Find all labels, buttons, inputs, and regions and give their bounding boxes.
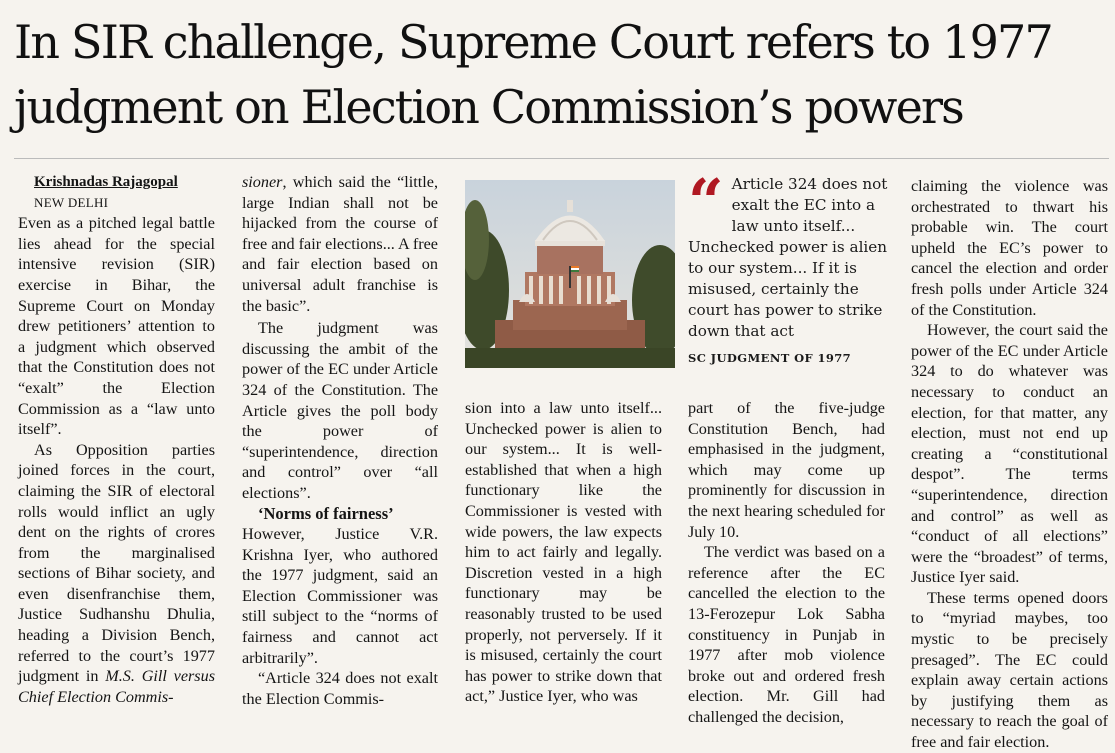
paragraph: “Article 324 does not exalt the Election Commis- — [242, 669, 438, 708]
paragraph-text: As Opposition parties joined forces in the court, claiming the SIR of electoral rolls would inflict an ugly dent on the rights of crores from the marginalised sections of Bihar society, and even disenfranchise them, Justice Sudhanshu Dhulia, heading a Division Bench, referred to the court’s 1977 judgment in — [18, 440, 215, 686]
headline-divider — [14, 158, 1109, 159]
pull-quote — [688, 165, 888, 369]
byline: Krishnadas Rajagopal — [34, 174, 178, 190]
pull-quote-text: Article 324 does not exalt the EC into a law unto itself... Unchecked power is alien to our system... If it is misused, certainly the court has power to strike down that act — [688, 175, 888, 340]
paragraph: claiming the violence was orchestrated to thwart his probable win. The court upheld the EC’s power to cancel the election and order fresh polls under Article 324 of the Constitution. — [911, 177, 1108, 319]
paragraph: However, Justice V.R. Krishna Iyer, who authored the 1977 judgment, said an Election Commissioner was still subject to the “norms of fairness and cannot act arbitrarily”. — [242, 525, 438, 667]
paragraph: Even as a pitched legal battle lies ahead for the special intensive revision (SIR) exercise in Bihar, the Supreme Court on Monday drew petitioners’ attention to a judgment which observed that the Constitution does not “exalt” the Election Commission as a “law unto itself”. — [18, 214, 215, 439]
paragraph-text: , which said the “little, large Indian shall not be hijacked from the course of free and fair elections... A free and fair election based on universal adult franchise is the basic”. — [242, 173, 438, 315]
headline: In SIR challenge, Supreme Court refers to 1977 judgment on Election Commission’s powers — [14, 15, 1052, 134]
supreme-court-building-icon — [465, 180, 675, 368]
subhead: ‘Norms of fairness’ — [258, 503, 394, 523]
article-column-4 — [688, 398, 885, 728]
paragraph: part of the five-judge Constitution Bench, had emphasised in the judgment, which may come up prominently for discussion in the next hearing scheduled for July 10. — [688, 399, 885, 541]
paragraph: The verdict was based on a reference after the EC cancelled the election to the 13-Ferozepur Lok Sabha constituency in Punjab in 1977 after mob violence broke out and ordered fresh election. Mr. Gill had challenged the decision, — [688, 543, 885, 726]
paragraph — [242, 172, 438, 316]
pull-quote-source: SC JUDGMENT OF 1977 — [688, 351, 852, 365]
article-column-5 — [911, 176, 1108, 753]
case-name: sioner — [242, 173, 283, 191]
article-column-2 — [242, 172, 438, 709]
article-column-1 — [18, 172, 215, 707]
case-name: M.S. Gill versus Chief Election Commis- — [18, 667, 215, 706]
paragraph — [18, 440, 215, 708]
supreme-court-photo — [465, 180, 675, 368]
quote-mark-icon: “ — [688, 165, 724, 238]
paragraph: However, the court said the power of the EC under Article 324 to do whatever was necessary to conduct an election, for that matter, any election, must not end up creating a “constitutional despot”. The terms “superintendence, direction and control” as well as “conduct of all elections” were the “broadest” of terms, Justice Iyer said. — [911, 321, 1108, 587]
paragraph: sion into a law unto itself... Unchecked power is alien to our system... It is well-established that when a high functionary like the Commissioner is vested with wide powers, the law expects him to act fairly and legally. Discretion vested in a high functionary may be reasonably trusted to be used properly, not perversely. If it is misused, certainly the court has power to strike down that act,” Justice Iyer, who was — [465, 399, 662, 706]
dateline: NEW DELHI — [34, 194, 109, 210]
paragraph: The judgment was discussing the ambit of the power of the EC under Article 324 of the Constitution. The Article gives the poll body the power of “superintendence, direction and control” over “all elections”. — [242, 319, 438, 502]
article-column-3 — [465, 398, 662, 707]
paragraph: These terms opened doors to “myriad maybes, too mystic to be precisely presaged”. The EC could explain away certain actions by justifying them as necessary to reach the goal of free and fair election. — [911, 588, 1108, 752]
